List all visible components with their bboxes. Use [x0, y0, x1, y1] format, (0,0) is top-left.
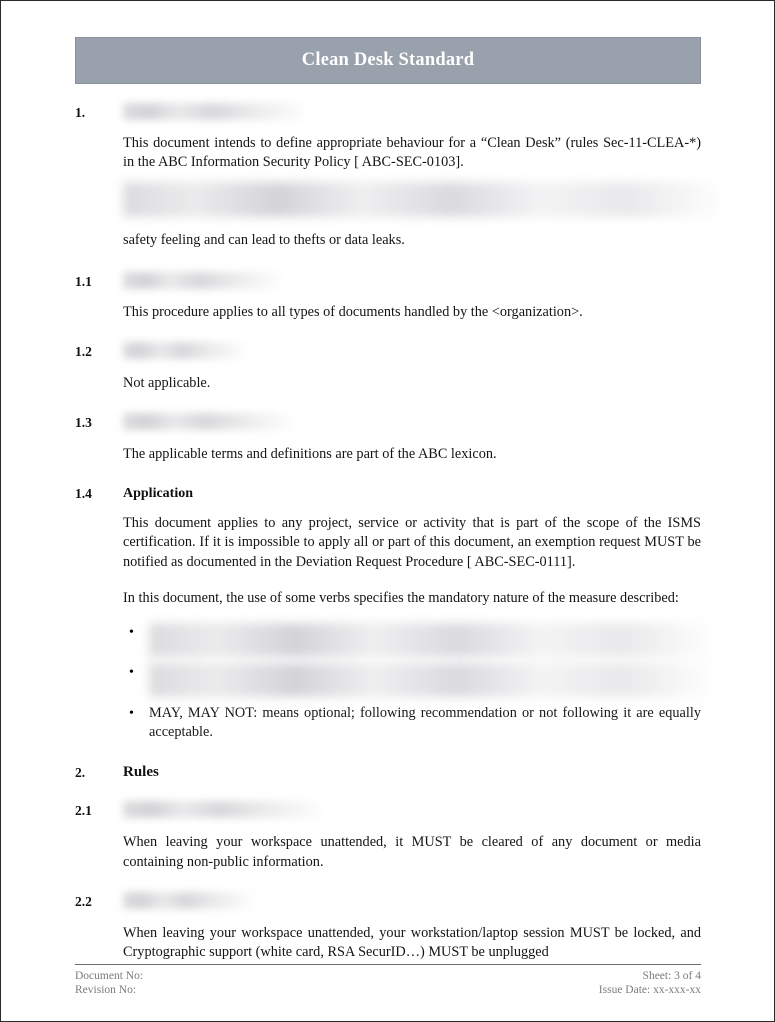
redacted-heading: [123, 272, 283, 289]
redacted-heading: [123, 103, 309, 120]
section-1-1-number: 1.1: [75, 273, 92, 289]
section-2-2-number: 2.2: [75, 893, 92, 909]
bullet-icon: •: [129, 665, 134, 681]
redacted-bullet-text: [149, 623, 711, 657]
section-2-number: 2.: [75, 765, 86, 781]
list-item: [123, 623, 701, 663]
bullet-icon: •: [129, 706, 134, 722]
section-2-2-paragraph-1: When leaving your workspace unattended, your workstation/laptop session MUST be locked, and Cryptographic support (white card, RSA SecurID…) MUST be unplugged: [123, 924, 701, 961]
section-1-4-paragraph-1: This document applies to any project, service or activity that is part of the scope of the ISMS certification. If it is impossible to apply all or part of this document, an exemption request MUST be notified as documented in the Deviation Request Procedure [ ABC-SEC-0111].: [123, 515, 701, 570]
verb-definitions-list: [123, 623, 701, 742]
section-2-2-heading: [123, 892, 701, 911]
list-item: [123, 663, 701, 704]
redacted-heading: [123, 892, 255, 909]
section-2-1-paragraph-1: When leaving your workspace unattended, it MUST be cleared of any document or media containing non-public information.: [123, 834, 701, 870]
section-1-3-heading: [123, 413, 701, 432]
section-1-1: [1, 272, 775, 322]
bullet-icon: •: [129, 625, 134, 641]
section-2-1-number: 2.1: [75, 803, 92, 819]
section-2-1-heading: [123, 801, 701, 820]
section-1-4: [1, 484, 775, 742]
section-2-1: [1, 801, 775, 871]
section-1: [1, 103, 775, 251]
page-title: Clean Desk Standard: [301, 50, 475, 70]
section-1-2-paragraph-1: Not applicable.: [123, 374, 211, 391]
section-1-4-paragraph-2: In this document, the use of some verbs specifies the mandatory nature of the measure described:: [123, 589, 679, 606]
section-2-heading: [123, 763, 701, 782]
document-no-label: Document No:: [75, 970, 144, 982]
section-1-heading: [123, 103, 701, 122]
list-item-label: MAY, MAY NOT: means optional; following recommendation or not following it are equally acceptable.: [149, 705, 701, 741]
redacted-paragraph: [123, 182, 721, 217]
footer-row-2: [75, 983, 701, 997]
section-2-2: [1, 892, 775, 962]
section-1-2: [1, 342, 775, 393]
section-1-4-title: Application: [123, 486, 194, 502]
redacted-heading: [123, 413, 295, 430]
list-item: [123, 704, 701, 742]
sheet-number: Sheet: 3 of 4: [642, 970, 701, 982]
redacted-heading: [123, 342, 247, 359]
redacted-heading: [123, 801, 325, 818]
section-1-3-number: 1.3: [75, 415, 92, 431]
section-1-paragraph-3: safety feeling and can lead to thefts or data leaks.: [123, 232, 405, 249]
section-1-4-number: 1.4: [75, 486, 92, 502]
section-1-1-paragraph-1: This procedure applies to all types of documents handled by the <organization>.: [123, 303, 583, 320]
section-1-4-heading: [123, 484, 701, 503]
section-1-3-paragraph-1: The applicable terms and definitions are part of the ABC lexicon.: [123, 446, 497, 463]
footer-row-1: [75, 969, 701, 983]
section-2: [1, 763, 775, 782]
section-1-paragraph-1: This document intends to define appropriate behaviour for a “Clean Desk” (rules Sec-11-CLEA-*) in the ABC Information Security Policy [ ABC-SEC-0103].: [123, 135, 701, 171]
document-title-banner: [75, 37, 701, 84]
section-1-3: [1, 413, 775, 464]
section-1-number: 1.: [75, 105, 86, 120]
redacted-bullet-text: [149, 663, 711, 697]
section-1-2-heading: [123, 342, 701, 361]
section-2-title: Rules: [123, 764, 159, 781]
issue-date: Issue Date: xx-xxx-xx: [598, 984, 701, 996]
section-1-2-number: 1.2: [75, 343, 92, 359]
section-1-1-heading: [123, 272, 701, 291]
document-body: [1, 101, 775, 962]
page-footer: [75, 964, 701, 997]
revision-no-label: Revision No:: [75, 984, 137, 996]
